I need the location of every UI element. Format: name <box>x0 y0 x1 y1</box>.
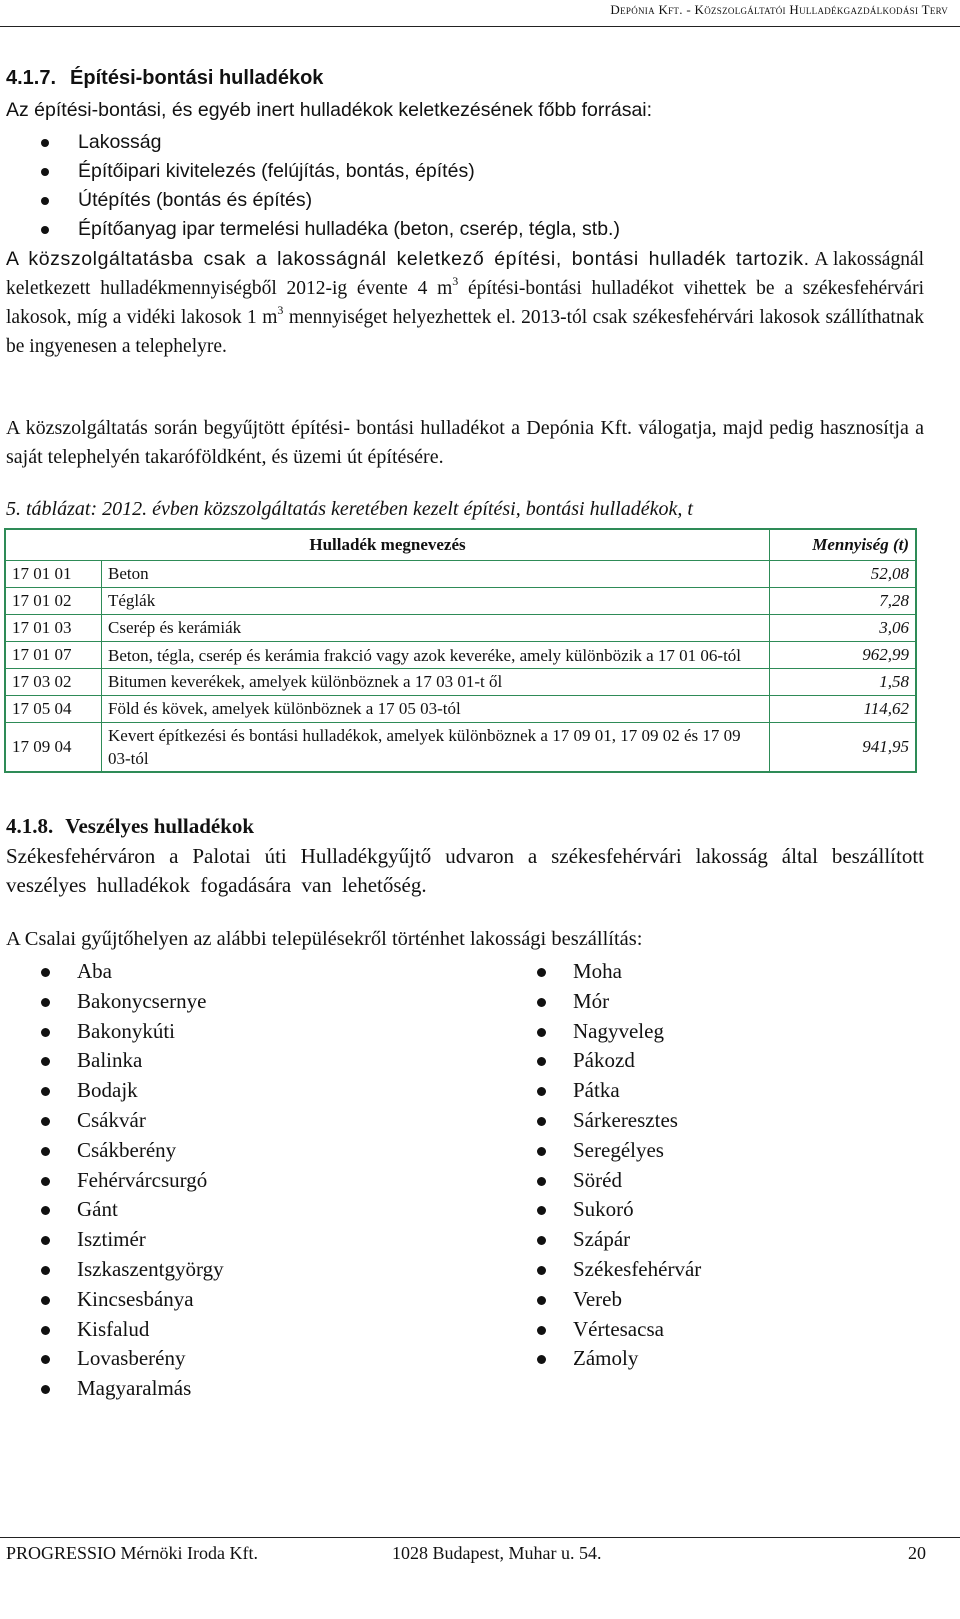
section-number: 4.1.8. <box>6 814 54 838</box>
footer-page-number: 20 <box>908 1543 926 1563</box>
bullet-icon <box>41 1057 50 1066</box>
bullet-icon <box>537 1206 546 1215</box>
list-item: Kincsesbánya <box>41 1285 224 1315</box>
list-item: Csákvár <box>41 1106 224 1136</box>
list-item: Magyaralmás <box>41 1374 224 1404</box>
table-row: 17 09 04 Kevert építkezési és bontási hulladékok, amelyek különböznek a 17 09 01, 17 09 02 és 17 09 03-tól 941,95 <box>5 723 916 773</box>
bullet-icon <box>537 1236 546 1245</box>
bullet-icon <box>41 1296 50 1305</box>
list-item: Kisfalud <box>41 1315 224 1345</box>
list-item: Székesfehérvár <box>537 1255 701 1285</box>
table-row: 17 01 02 Téglák 7,28 <box>5 588 916 615</box>
bullet-icon <box>537 998 546 1007</box>
list-item: Vereb <box>537 1285 701 1315</box>
table-row: 17 01 03 Cserép és kerámiák 3,06 <box>5 615 916 642</box>
bullet-icon <box>537 1177 546 1186</box>
bullet-icon <box>537 1147 546 1156</box>
list-item: Bakonykúti <box>41 1017 224 1047</box>
bullet-icon <box>41 1385 50 1394</box>
bullet-icon <box>41 1117 50 1126</box>
list-item: Iszkaszentgyörgy <box>41 1255 224 1285</box>
list-item: Mór <box>537 987 701 1017</box>
table-header-row <box>5 529 916 561</box>
list-item: Isztimér <box>41 1225 224 1255</box>
paragraph-scope: A közszolgáltatásba csak a lakosságnál keletkező építési, bontási hulladék tartozik. A lakosságnál keletkezett hulladékmennyiségből 2012-ig évente 4 $m^3$ építési-bontási hulladékot vihettek be a székesfehérvári lakosok, míg a vidéki lakosok 1 $m^3$ mennyiséget helyezhettek el. 2013-tól csak székesfehérvári lakosok szállíthatnak be ingyenesen a telephelyre. <box>6 248 925 357</box>
header-quantity: Mennyiség (t) <box>770 529 917 561</box>
list-item: Pákozd <box>537 1046 701 1076</box>
bullet-icon <box>41 1236 50 1245</box>
footer-company: PROGRESSIO Mérnöki Iroda Kft. <box>6 1543 258 1563</box>
bullet-icon <box>41 1147 50 1156</box>
bullet-icon <box>537 1266 546 1275</box>
section-title: Építési-bontási hulladékok <box>70 67 324 89</box>
list-item: Aba <box>41 957 224 987</box>
paragraph-processing: A közszolgáltatás során begyűjtött építési- bontási hulladékot a Depónia Kft. válogatja, majd pedig hasznosítja a saját telephelyén takaróföldként, és üzemi út építésére. <box>6 417 924 468</box>
list-item: Bodajk <box>41 1076 224 1106</box>
list-item: Pátka <box>537 1076 701 1106</box>
waste-table <box>4 528 917 773</box>
section-number: 4.1.7. <box>6 67 57 89</box>
list-item: Sukoró <box>537 1195 701 1225</box>
paragraph-towns-intro: A Csalai gyűjtőhelyen az alábbi településekről történhet lakossági beszállítás: <box>6 928 643 950</box>
list-item: Nagyveleg <box>537 1017 701 1047</box>
bullet-icon <box>41 968 50 977</box>
bullet-icon <box>41 1028 50 1037</box>
section-heading-4-1-8 <box>6 814 254 839</box>
bullet-icon <box>41 226 49 234</box>
header-rule <box>0 26 960 27</box>
list-item: Seregélyes <box>537 1136 701 1166</box>
running-header: Depónia Kft. - Közszolgáltatói Hulladékgazdálkodási Terv <box>610 2 948 17</box>
bullet-icon <box>41 168 49 176</box>
bullet-icon <box>41 998 50 1007</box>
bullet-icon <box>537 968 546 977</box>
table-row: 17 03 02 Bitumen keverékek, amelyek különböznek a 17 03 01-t ől 1,58 <box>5 669 916 696</box>
list-item: Építőipari kivitelezés (felújítás, bontás, építés) <box>0 157 620 186</box>
bullet-icon <box>41 1177 50 1186</box>
bullet-icon <box>537 1028 546 1037</box>
table-row: 17 05 04 Föld és kövek, amelyek különböznek a 17 05 03-tól 114,62 <box>5 696 916 723</box>
list-item: Szápár <box>537 1225 701 1255</box>
list-item: Csákberény <box>41 1136 224 1166</box>
section-title: Veszélyes hulladékok <box>65 814 255 838</box>
list-item: Lovasberény <box>41 1344 224 1374</box>
bullet-icon <box>537 1087 546 1096</box>
bullet-icon <box>41 1206 50 1215</box>
list-item: Balinka <box>41 1046 224 1076</box>
footer-address: 1028 Budapest, Muhar u. 54. <box>392 1543 602 1563</box>
section-heading-4-1-7 <box>6 67 323 90</box>
sources-intro: Az építési-bontási, és egyéb inert hulladékok keletkezésének főbb forrásai: <box>6 99 653 121</box>
bullet-icon <box>41 139 49 147</box>
table-row: 17 01 07 Beton, tégla, cserép és kerámia frakció vagy azok keveréke, amely különbözik a 17 01 06-tól 962,99 <box>5 642 916 669</box>
footer-rule <box>0 1537 960 1538</box>
list-item: Lakosság <box>0 128 620 157</box>
bullet-icon <box>537 1057 546 1066</box>
bullet-icon <box>41 1326 50 1335</box>
bullet-icon <box>537 1355 546 1364</box>
towns-list-right <box>537 957 701 1374</box>
list-item: Moha <box>537 957 701 987</box>
list-item: Építőanyag ipar termelési hulladéka (beton, cserép, tégla, stb.) <box>0 215 620 244</box>
table-row: 17 01 01 Beton 52,08 <box>5 561 916 588</box>
bullet-icon <box>41 1355 50 1364</box>
list-item: Útépítés (bontás és építés) <box>0 186 620 215</box>
list-item: Fehérvárcsurgó <box>41 1166 224 1196</box>
list-item: Sárkeresztes <box>537 1106 701 1136</box>
towns-list-left <box>41 957 224 1404</box>
bullet-icon <box>537 1117 546 1126</box>
sources-list <box>0 128 620 244</box>
header-name: Hulladék megnevezés <box>5 529 770 561</box>
bullet-icon <box>41 197 49 205</box>
list-item: Söréd <box>537 1166 701 1196</box>
paragraph-hazardous: Székesfehérváron a Palotai úti Hulladékgyűjtő udvaron a székesfehérvári lakosság által beszállított veszélyes hulladékok fogadására van lehetőség. <box>6 844 924 897</box>
bullet-icon <box>41 1087 50 1096</box>
bullet-icon <box>537 1296 546 1305</box>
bullet-icon <box>537 1326 546 1335</box>
list-item: Zámoly <box>537 1344 701 1374</box>
bullet-icon <box>41 1266 50 1275</box>
list-item: Vértesacsa <box>537 1315 701 1345</box>
list-item: Gánt <box>41 1195 224 1225</box>
list-item: Bakonycsernye <box>41 987 224 1017</box>
table-caption: 5. táblázat: 2012. évben közszolgáltatás keretében kezelt építési, bontási hulladékok, t <box>6 498 693 520</box>
